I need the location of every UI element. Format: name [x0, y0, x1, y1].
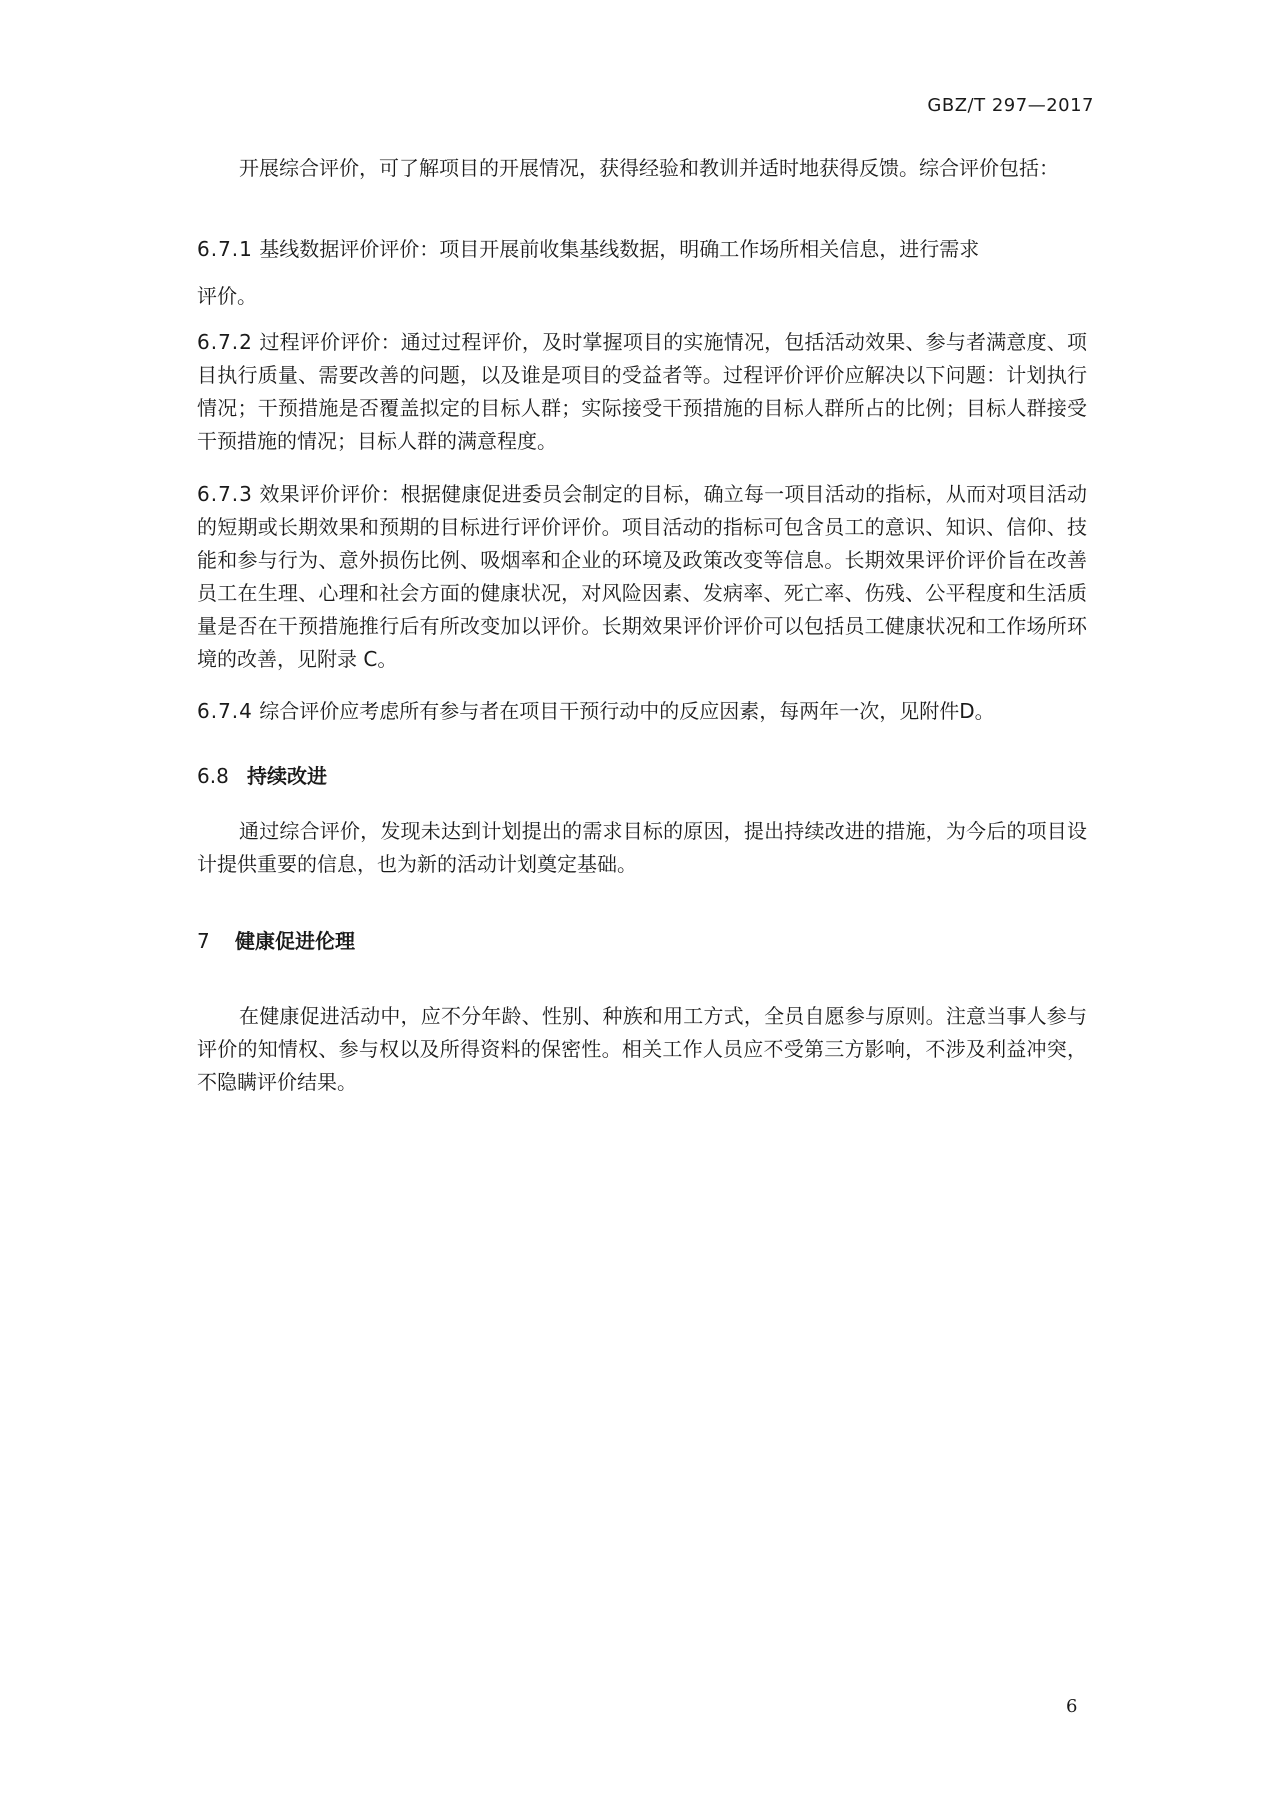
intro-paragraph: 开展综合评价，可了解项目的开展情况，获得经验和教训并适时地获得反馈。综合评价包括：: [239, 156, 1059, 180]
paragraph-7: 在健康促进活动中，应不分年龄、性别、种族和用工方式，全员自愿参与原则。注意当事人参与评价的知情权、参与权以及所得资料的保密性。相关工作人员应不受第三方影响，不涉及利益冲突，不隐瞒评价结果。: [197, 1004, 1087, 1094]
clause-number: 6.7.4: [197, 699, 253, 723]
section-heading-7: [197, 925, 355, 954]
standard-code: GBZ/T 297—2017: [927, 95, 1094, 116]
heading-title: 持续改进: [247, 764, 327, 788]
clause-number: 6.7.2: [197, 330, 253, 354]
heading-number: 6.8: [197, 764, 229, 788]
clause-6-7-1-line2: 评价。: [197, 284, 257, 308]
clause-number: 6.7.3: [197, 482, 253, 506]
heading-number: 7: [197, 929, 210, 953]
clause-text: 效果评价评价：根据健康促进委员会制定的目标，确立每一项目活动的指标，从而对项目活动的短期或长期效果和预期的目标进行评价评价。项目活动的指标可包含员工的意识、知识、信仰、技能和参与行为、意外损伤比例、吸烟率和企业的环境及政策改变等信息。长期效果评价评价旨在改善员工在生理、心理和社会方面的健康状况，对风险因素、发病率、死亡率、伤残、公平程度和生活质量是否在干预措施推行后有所改变加以评价。长期效果评价评价可以包括员工健康状况和工作场所环境的改善，见附录 C。: [197, 482, 1087, 671]
clause-text: 综合评价应考虑所有参与者在项目干预行动中的反应因素，每两年一次，见附件D。: [259, 699, 995, 723]
section-heading-6-8: [197, 760, 327, 789]
clause-6-7-4: [197, 695, 1087, 728]
page-number: 6: [1066, 1696, 1078, 1717]
clause-text: 过程评价评价：通过过程评价，及时掌握项目的实施情况，包括活动效果、参与者满意度、项目执行质量、需要改善的问题，以及谁是项目的受益者等。过程评价评价应解决以下问题：计划执行情况；干预措施是否覆盖拟定的目标人群；实际接受干预措施的目标人群所占的比例；目标人群接受干预措施的情况；目标人群的满意程度。: [197, 330, 1087, 453]
clause-6-7-1-line1: [197, 233, 1087, 266]
paragraph-6-8: 通过综合评价，发现未达到计划提出的需求目标的原因，提出持续改进的措施，为今后的项目设计提供重要的信息，也为新的活动计划奠定基础。: [197, 819, 1087, 876]
clause-6-7-2: [197, 326, 1087, 458]
clause-text: 基线数据评价评价：项目开展前收集基线数据，明确工作场所相关信息，进行需求: [259, 237, 980, 261]
clause-number: 6.7.1: [197, 237, 253, 261]
clause-6-7-3: [197, 478, 1087, 676]
heading-title: 健康促进伦理: [235, 929, 355, 953]
